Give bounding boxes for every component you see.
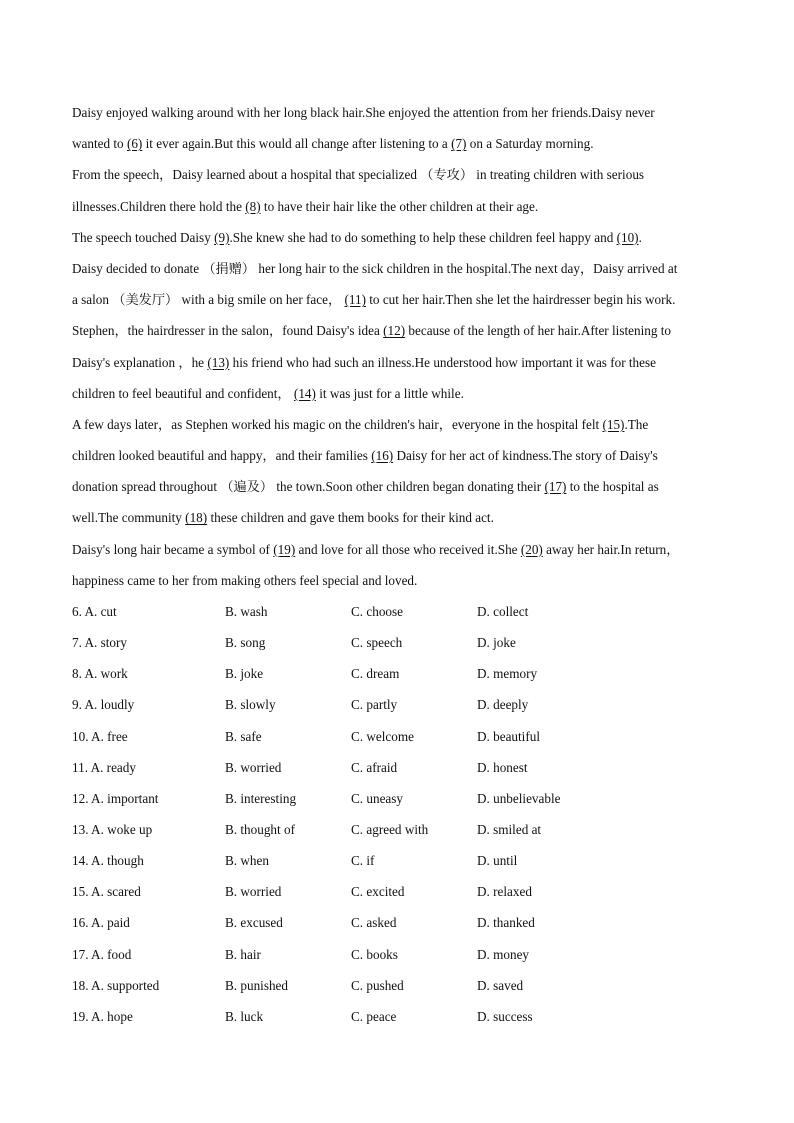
question-option-a: 15. A. scared [72,884,141,900]
question-option-c: C. speech [351,635,403,651]
question-option-a: 8. A. work [72,666,128,682]
passage-text: happiness came to her from making others feel special and loved. [72,572,418,588]
passage-line [72,284,732,315]
question-row [72,845,732,876]
question-option-c: C. excited [351,884,405,900]
question-option-a: 18. A. supported [72,977,160,993]
passage-line [72,315,732,346]
passage-text: .The [624,416,649,432]
question-option-a: 9. A. loudly [72,697,135,713]
question-option-d: D. success [477,1008,533,1024]
question-row [72,658,732,689]
question-option-b: B. slowly [225,697,276,713]
question-row [72,627,732,658]
question-option-b: B. thought of [225,821,295,837]
passage-line [72,97,732,128]
question-option-c: C. afraid [351,759,398,775]
question-option-d: D. thanked [477,915,535,931]
passage-text: Daisy decided to donate （捐赠） her long hair to the sick children in the hospital.The next day，Daisy arrived at [72,260,678,276]
passage-line [72,191,732,222]
question-option-b: B. joke [225,666,264,682]
question-option-d: D. saved [477,977,524,993]
passage-text: a salon （美发厅） with a big smile on her face， [72,292,345,308]
question-option-b: B. safe [225,728,262,744]
question-option-b: B. excused [225,915,283,931]
question-option-d: D. beautiful [477,728,540,744]
blank-number: (14) [293,385,316,401]
passage-text: to cut her hair.Then she let the hairdresser begin his work. [365,292,676,308]
question-row [72,970,732,1001]
question-option-b: B. worried [225,884,282,900]
question-option-c: C. uneasy [351,790,404,806]
passage-text: and love for all those who received it.She [295,541,521,557]
question-row [72,783,732,814]
question-option-a: 12. A. important [72,790,159,806]
passage-line [72,222,732,253]
cloze-passage [72,97,732,596]
passage-text: it ever again.But this would all change after listening to a [142,136,452,152]
passage-line [72,471,732,502]
question-option-d: D. smiled at [477,821,542,837]
passage-text: Daisy's long hair became a symbol of [72,541,274,557]
question-option-a: 7. A. story [72,635,127,651]
question-option-d: D. until [477,853,518,869]
passage-text: because of the length of her hair.After listening to [405,323,671,339]
passage-line [72,534,732,565]
passage-text: donation spread throughout （遍及） the town.Soon other children began donating their [72,479,545,495]
question-option-a: 19. A. hope [72,1008,133,1024]
question-option-d: D. memory [477,666,538,682]
passage-text: these children and gave them books for their kind act. [207,510,494,526]
passage-text: Daisy for her act of kindness.The story of Daisy's [393,448,658,464]
question-option-d: D. relaxed [477,884,532,900]
question-row [72,689,732,720]
question-row [72,752,732,783]
question-option-c: C. welcome [351,728,414,744]
passage-line [72,565,732,596]
question-option-b: B. song [225,635,266,651]
passage-text: wanted to [72,136,127,152]
passage-text: Daisy enjoyed walking around with her long black hair.She enjoyed the attention from her friends.Daisy never [72,105,655,120]
passage-text: his friend who had such an illness.He understood how important it was for these [229,354,656,370]
passage-text: .She knew she had to do something to help these children feel happy and [229,229,617,245]
blank-number: (13) [207,354,230,370]
blank-number: (19) [273,541,296,557]
question-option-d: D. joke [477,635,516,651]
question-option-d: D. collect [477,604,529,619]
blank-number: (6) [126,136,143,152]
passage-text: it was just for a little while. [315,385,464,401]
passage-line [72,253,732,284]
question-option-a: 14. A. though [72,853,144,869]
blank-number: (7) [451,136,467,152]
blank-number: (12) [383,323,406,339]
passage-line [72,409,732,440]
question-option-b: B. punished [225,977,289,993]
question-option-a: 11. A. ready [72,759,136,775]
question-row [72,876,732,907]
question-option-b: B. interesting [225,790,297,806]
question-row [72,907,732,938]
question-option-a: 13. A. woke up [72,821,153,837]
question-option-c: C. books [351,946,398,962]
passage-text: The speech touched Daisy [72,229,215,245]
passage-text: Stephen，the hairdresser in the salon，found Daisy's idea [72,323,384,339]
question-option-c: C. asked [351,915,397,931]
passage-text: A few days later，as Stephen worked his magic on the children's hair，everyone in the hospital felt [72,416,603,432]
question-option-c: C. choose [351,604,404,619]
question-row [72,814,732,845]
question-option-a: 10. A. free [72,728,128,744]
question-option-b: B. wash [225,604,268,619]
passage-line [72,347,732,378]
question-option-b: B. when [225,853,269,869]
question-option-c: C. partly [351,697,398,713]
passage-text: From the speech，Daisy learned about a hospital that specialized （专攻） in treating children with serious [72,167,645,183]
blank-number: (10) [616,229,639,245]
passage-text: Daisy's explanation ，he [72,354,208,370]
blank-number: (18) [185,510,208,526]
answer-options [72,596,732,1032]
question-option-d: D. honest [477,759,528,775]
blank-number: (15) [602,416,625,432]
passage-text: away her hair.In return， [542,541,680,557]
question-option-d: D. money [477,946,530,962]
passage-text: well.The community [72,510,186,526]
blank-number: (17) [544,479,567,495]
question-row [72,939,732,970]
passage-line [72,502,732,533]
passage-text: illnesses.Children there hold the [72,198,246,214]
question-option-d: D. deeply [477,697,529,713]
question-option-c: C. peace [351,1008,397,1024]
question-option-b: B. worried [225,759,282,775]
question-row [72,596,732,627]
passage-line [72,378,732,409]
passage-text: . [638,229,642,245]
question-option-c: C. pushed [351,977,404,993]
question-option-a: 16. A. paid [72,915,130,931]
passage-text: on a Saturday morning. [466,136,594,152]
blank-number: (8) [245,198,261,214]
question-option-b: B. luck [225,1008,264,1024]
blank-number: (16) [371,448,394,464]
question-option-d: D. unbelievable [477,790,561,806]
question-option-a: 6. A. cut [72,604,117,619]
passage-text: to the hospital as [566,479,659,495]
passage-line [72,159,732,190]
question-row [72,1001,732,1032]
question-option-c: C. dream [351,666,400,682]
question-row [72,721,732,752]
question-option-c: C. if [351,853,375,869]
question-option-a: 17. A. food [72,946,132,962]
passage-text: children to feel beautiful and confident， [72,385,294,401]
passage-text: children looked beautiful and happy，and their families [72,448,372,464]
blank-number: (9) [214,229,230,245]
blank-number: (11) [344,292,366,308]
passage-text: to have their hair like the other children at their age. [260,198,539,214]
passage-line [72,128,732,159]
blank-number: (20) [520,541,543,557]
passage-line [72,440,732,471]
question-option-b: B. hair [225,946,261,962]
question-option-c: C. agreed with [351,821,429,837]
